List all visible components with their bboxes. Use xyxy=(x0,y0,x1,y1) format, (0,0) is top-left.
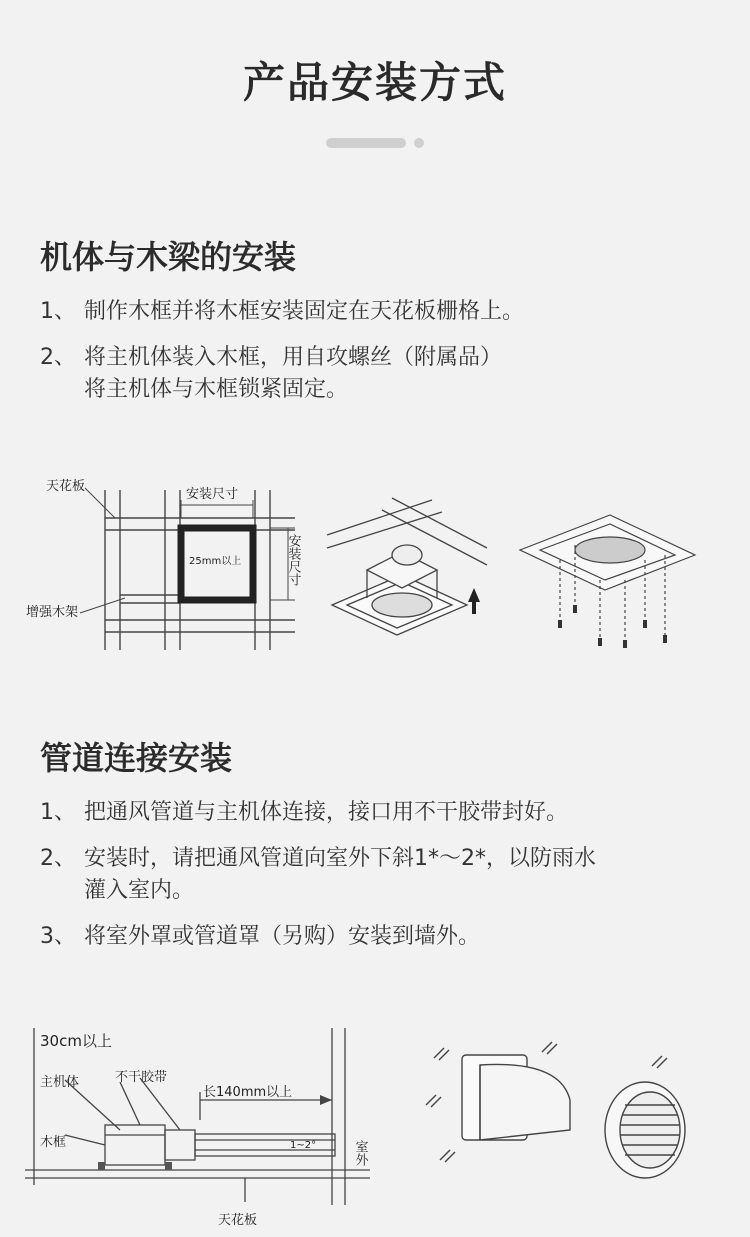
slope-label: 1~2° xyxy=(290,1140,317,1151)
step-text-continued: 将主机体与木框锁紧固定。 xyxy=(84,377,349,402)
step-text: 将室外罩或管道罩（另购）安装到墙外。 xyxy=(84,924,481,949)
step-item xyxy=(40,797,568,829)
step-text: 制作木框并将木框安装固定在天花板栅格上。 xyxy=(84,299,525,324)
step-number: 2、 xyxy=(40,846,76,871)
step-number: 3、 xyxy=(40,924,76,949)
step-text: 将主机体装入木框，用自攻螺丝（附属品） xyxy=(84,345,503,370)
step-text: 把通风管道与主机体连接，接口用不干胶带封好。 xyxy=(84,800,569,825)
screw-fixing-illustration xyxy=(515,500,700,650)
step-text-continued: 灌入室内。 xyxy=(84,878,195,903)
main-body-label: 主机体 xyxy=(40,1075,80,1090)
step-item xyxy=(40,296,524,328)
tape-label: 不干胶带 xyxy=(115,1070,168,1085)
frame-grid-diagram xyxy=(20,470,310,660)
step-number: 2、 xyxy=(40,345,76,370)
ceiling-label: 天花板 xyxy=(46,479,86,494)
clearance-label: 30cm以上 xyxy=(40,1032,112,1050)
step-item xyxy=(40,342,503,402)
length-label: 长140mm以上 xyxy=(203,1085,293,1100)
step-number: 1、 xyxy=(40,800,76,825)
step-item xyxy=(40,921,480,953)
outdoor-cover-illustration xyxy=(420,1030,710,1210)
fan-insert-illustration xyxy=(322,490,492,660)
install-size-side-label: 安装尺寸 xyxy=(285,534,301,586)
step-number: 1、 xyxy=(40,299,76,324)
step-item xyxy=(40,843,596,903)
install-size-top-label: 安装尺寸 xyxy=(186,487,239,502)
ceiling-label: 天花板 xyxy=(218,1213,258,1228)
outdoor-label: 室外 xyxy=(352,1140,368,1166)
divider-bar xyxy=(326,138,406,148)
reinforce-frame-label: 增强木架 xyxy=(26,605,79,620)
page-title: 产品安装方式 xyxy=(242,58,507,107)
gap-label: 25mm以上 xyxy=(189,556,242,567)
section-heading-duct-install: 管道连接安装 xyxy=(40,739,233,777)
section-heading-body-install: 机体与木梁的安装 xyxy=(40,238,297,276)
duct-connection-diagram xyxy=(20,1020,390,1235)
frame-label: 木框 xyxy=(40,1135,67,1150)
divider-dot xyxy=(414,138,424,148)
step-text: 安装时，请把通风管道向室外下斜1*～2*，以防雨水 xyxy=(84,846,596,871)
